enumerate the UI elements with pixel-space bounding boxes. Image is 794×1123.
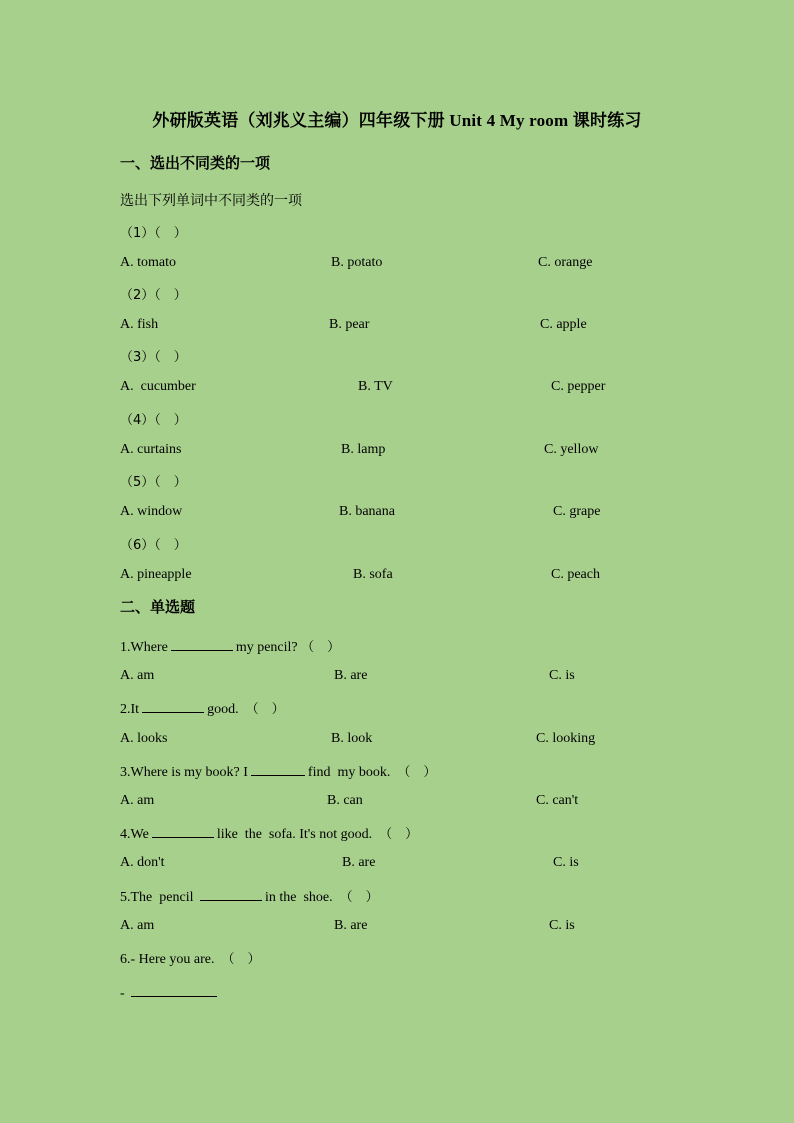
item-number: （2）（ ） bbox=[120, 288, 187, 303]
option-a: A. am bbox=[120, 793, 155, 808]
answer-paren[interactable]: （ ） bbox=[397, 765, 437, 780]
answer-blank[interactable] bbox=[152, 823, 214, 838]
option-b: B. are bbox=[334, 918, 368, 933]
section1-instruction: 选出下列单词中不同类的一项 bbox=[120, 193, 302, 209]
option-a: A. pineapple bbox=[120, 567, 192, 582]
answer-blank[interactable] bbox=[142, 698, 204, 713]
option-c: C. is bbox=[549, 918, 575, 933]
question-text: my pencil? bbox=[235, 640, 298, 655]
question-1 bbox=[120, 636, 340, 656]
answer-blank[interactable] bbox=[131, 982, 217, 997]
question-text: find my book. bbox=[307, 765, 391, 780]
answer-blank[interactable] bbox=[251, 761, 305, 776]
option-c: C. orange bbox=[538, 255, 593, 270]
option-b: B. banana bbox=[339, 504, 395, 519]
option-c: C. is bbox=[549, 668, 575, 683]
option-a: A. tomato bbox=[120, 255, 176, 270]
option-b: B. lamp bbox=[341, 442, 386, 457]
question-text: 2.It bbox=[120, 702, 140, 717]
option-b: B. potato bbox=[331, 255, 383, 270]
question-text: 5.The pencil bbox=[120, 890, 194, 905]
option-c: C. pepper bbox=[551, 379, 606, 394]
option-c: C. apple bbox=[540, 317, 587, 332]
option-a: A. don't bbox=[120, 855, 165, 870]
question-5 bbox=[120, 886, 379, 906]
option-a: A. looks bbox=[120, 731, 168, 746]
question-6-response bbox=[120, 982, 220, 1002]
item-number: （5）（ ） bbox=[120, 475, 187, 490]
question-text: 4.We bbox=[120, 827, 149, 842]
section1-heading: 一、选出不同类的一项 bbox=[120, 154, 271, 172]
answer-blank[interactable] bbox=[171, 636, 233, 651]
answer-paren[interactable]: （ ） bbox=[245, 702, 285, 717]
question-text: 3.Where is my book? I bbox=[120, 765, 248, 780]
question-text: good. bbox=[207, 702, 239, 717]
question-6 bbox=[120, 948, 260, 968]
answer-blank[interactable] bbox=[200, 886, 262, 901]
option-a: A. cucumber bbox=[120, 379, 196, 394]
section2-heading: 二、单选题 bbox=[120, 598, 196, 616]
question-2 bbox=[120, 698, 285, 718]
item-number: （1）（ ） bbox=[120, 226, 187, 241]
option-a: A. fish bbox=[120, 317, 159, 332]
option-c: C. grape bbox=[553, 504, 601, 519]
option-b: B. TV bbox=[358, 379, 393, 394]
response-dash: - bbox=[120, 986, 125, 1001]
answer-paren[interactable]: （ ） bbox=[221, 952, 261, 967]
question-4 bbox=[120, 823, 418, 843]
option-c: C. can't bbox=[536, 793, 579, 808]
answer-paren[interactable]: （ ） bbox=[339, 890, 379, 905]
answer-paren[interactable]: （ ） bbox=[379, 827, 419, 842]
option-b: B. sofa bbox=[353, 567, 393, 582]
option-a: A. window bbox=[120, 504, 183, 519]
question-text: in the shoe. bbox=[264, 890, 333, 905]
answer-paren[interactable]: （ ） bbox=[301, 640, 341, 655]
option-c: C. yellow bbox=[544, 442, 599, 457]
option-b: B. pear bbox=[329, 317, 370, 332]
item-number: （3）（ ） bbox=[120, 350, 187, 365]
option-c: C. looking bbox=[536, 731, 596, 746]
item-number: （4）（ ） bbox=[120, 413, 187, 428]
question-text: 1.Where bbox=[120, 640, 168, 655]
question-3 bbox=[120, 761, 436, 781]
option-a: A. am bbox=[120, 668, 155, 683]
option-c: C. is bbox=[553, 855, 579, 870]
option-c: C. peach bbox=[551, 567, 600, 582]
page-title: 外研版英语（刘兆义主编）四年级下册 Unit 4 My room 课时练习 bbox=[152, 111, 642, 130]
option-a: A. am bbox=[120, 918, 155, 933]
question-text: 6.- Here you are. bbox=[120, 952, 215, 967]
option-a: A. curtains bbox=[120, 442, 182, 457]
item-number: （6）（ ） bbox=[120, 538, 187, 553]
option-b: B. are bbox=[342, 855, 376, 870]
question-text: like the sofa. It's not good. bbox=[216, 827, 373, 842]
option-b: B. are bbox=[334, 668, 368, 683]
option-b: B. look bbox=[331, 731, 373, 746]
option-b: B. can bbox=[327, 793, 363, 808]
